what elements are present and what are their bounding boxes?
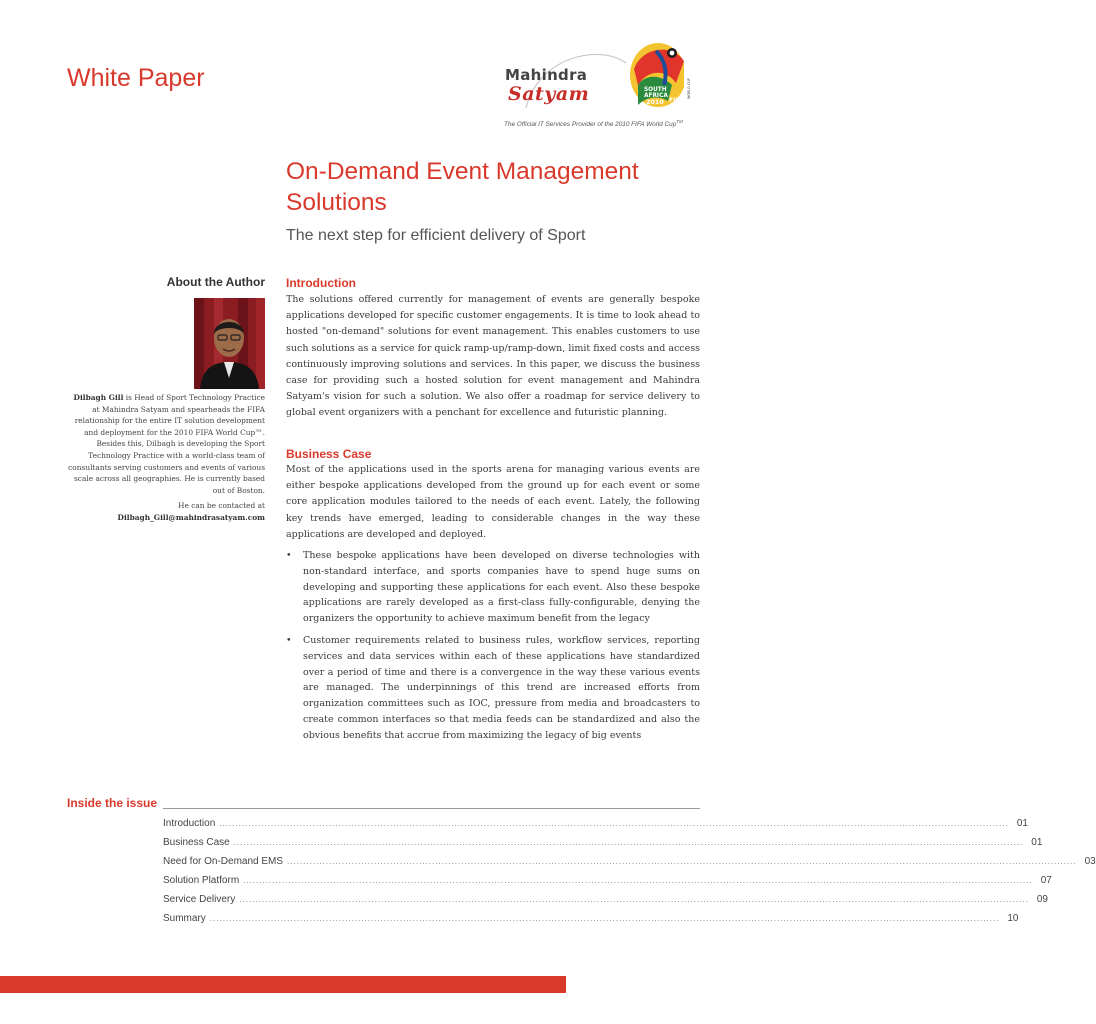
- logo-mahindra: Mahindra: [505, 66, 588, 84]
- toc-item-summary[interactable]: [163, 913, 1019, 932]
- toc-leader: .....................................................................................................................................................................................................................................................: [219, 819, 1009, 828]
- page-subtitle: The next step for efficient delivery of Sport: [286, 227, 586, 244]
- bullet-dot-icon: •: [286, 550, 292, 561]
- tagline-text: The Official IT Services Provider of the 2010 FIFA World Cup: [504, 121, 677, 129]
- toc-leader: .....................................................................................................................................................................................................................................................: [233, 838, 1024, 847]
- toc-leader: .....................................................................................................................................................................................................................................................: [239, 895, 1029, 904]
- toc-item-introduction[interactable]: [163, 818, 1028, 837]
- toc-label: Introduction: [163, 818, 216, 829]
- toc-item-solution-platform[interactable]: [163, 875, 1052, 894]
- logo-tagline: [504, 119, 683, 128]
- bullet-text: These bespoke applications have been developed on diverse technologies with non-standard interface, and sports companies have to spend huge sums on developing and supporting these applications for each event. Also these bespoke applications are rarely developed as a first-class fully-configurable, denying the organizers the opportunity to achieve maximum benefit from the legacy: [303, 550, 700, 625]
- tagline-trademark: TM: [676, 119, 683, 124]
- emblem-text-year: 2010: [646, 98, 664, 106]
- inside-issue-divider: [163, 808, 700, 809]
- toc-item-need-for-on-demand-ems[interactable]: [163, 856, 1096, 875]
- toc-leader: .....................................................................................................................................................................................................................................................: [243, 876, 1033, 885]
- table-of-contents: [163, 818, 1096, 932]
- inside-issue-heading: Inside the issue: [67, 796, 158, 810]
- toc-item-business-case[interactable]: [163, 837, 1043, 856]
- toc-leader: .....................................................................................................................................................................................................................................................: [209, 914, 1000, 923]
- author-photo: [194, 298, 265, 389]
- author-contact-label: He can be contacted at: [178, 501, 265, 510]
- toc-page: 07: [1040, 875, 1052, 886]
- fifa-world-cup-emblem: [628, 39, 694, 111]
- emblem-text-africa: AFRICA: [644, 93, 668, 99]
- bullet-dot-icon: •: [286, 634, 292, 646]
- about-author-heading: About the Author: [166, 275, 265, 289]
- author-bio: [66, 392, 265, 496]
- document-type-label: White Paper: [67, 64, 205, 92]
- emblem-text-world-cup: WORLD CUP: [687, 78, 691, 99]
- toc-label: Solution Platform: [163, 875, 240, 886]
- bullet-text: Customer requirements related to business rules, workflow services, reporting services and data services within each of these applications have standardized over a period of time and there is a convergence in the way these various events are managed. The underpinnings of this trend are increased efforts from organization committees such as IOC, pressure from media and broadcasters to create common interfaces so that media feeds can be standardized and also the obvious benefits that accrue from maximizing the legacy of big events: [303, 634, 700, 741]
- introduction-heading: Introduction: [286, 276, 356, 290]
- introduction-body: The solutions offered currently for management of events are generally bespoke applications developed for specific customer engagements. It is time to look ahead to hosted "on-demand" solutions for event management. This enables customers to use such solutions as a service for quick ramp-up/ramp-down, limit fixed costs and access continuously improving solutions and services. In this paper, we discuss the business case for providing such a hosted solution for event management and Mahindra Satyam's vision for such a solution. We also offer a roadmap for service delivery to global event organizers with a penchant for excellence and futuristic planning.: [286, 294, 700, 419]
- emblem-text-south: SOUTH: [644, 87, 667, 93]
- toc-page: 01: [1031, 837, 1043, 848]
- business-case-heading: Business Case: [286, 447, 372, 461]
- business-case-bullets: [286, 548, 700, 750]
- bullet-item: [286, 548, 700, 627]
- toc-item-service-delivery[interactable]: [163, 894, 1048, 913]
- footer-accent-bar: [0, 976, 566, 993]
- toc-label: Summary: [163, 913, 206, 924]
- toc-page: 09: [1036, 894, 1048, 905]
- author-contact: [66, 500, 265, 524]
- toc-leader: .....................................................................................................................................................................................................................................................: [287, 857, 1077, 866]
- bullet-item: [286, 633, 700, 744]
- emblem-text-fifa: FIFA: [669, 97, 684, 104]
- toc-page: 10: [1007, 913, 1019, 924]
- logo-satyam: Satyam: [508, 83, 590, 105]
- author-name: Dilbagh Gill: [73, 393, 124, 402]
- toc-page: 01: [1016, 818, 1028, 829]
- page-title: On-Demand Event Management Solutions: [286, 158, 639, 216]
- author-email-link[interactable]: Dilbagh_Gill@mahindrasatyam.com: [117, 512, 265, 522]
- toc-label: Need for On-Demand EMS: [163, 856, 284, 867]
- toc-label: Service Delivery: [163, 894, 236, 905]
- business-case-body: Most of the applications used in the sports arena for managing various events are either bespoke applications developed from the ground up for each event or some core application modules tailored to the needs of each event. Lately, the following key trends have emerged, leading to considerable changes in the way these applications are developed and deployed.: [286, 464, 700, 540]
- author-bio-text: is Head of Sport Technology Practice at Mahindra Satyam and spearheads the FIFA relationship for the entire IT solution development and deployment for the 2010 FIFA World Cup™. Besides this, Dilbagh is developing the Sport Technology Practice with a world-class team of consultants serving customers and events of various scale across all geographies. He is currently based out of Boston.: [68, 393, 265, 495]
- toc-page: 03: [1084, 856, 1096, 867]
- toc-label: Business Case: [163, 837, 230, 848]
